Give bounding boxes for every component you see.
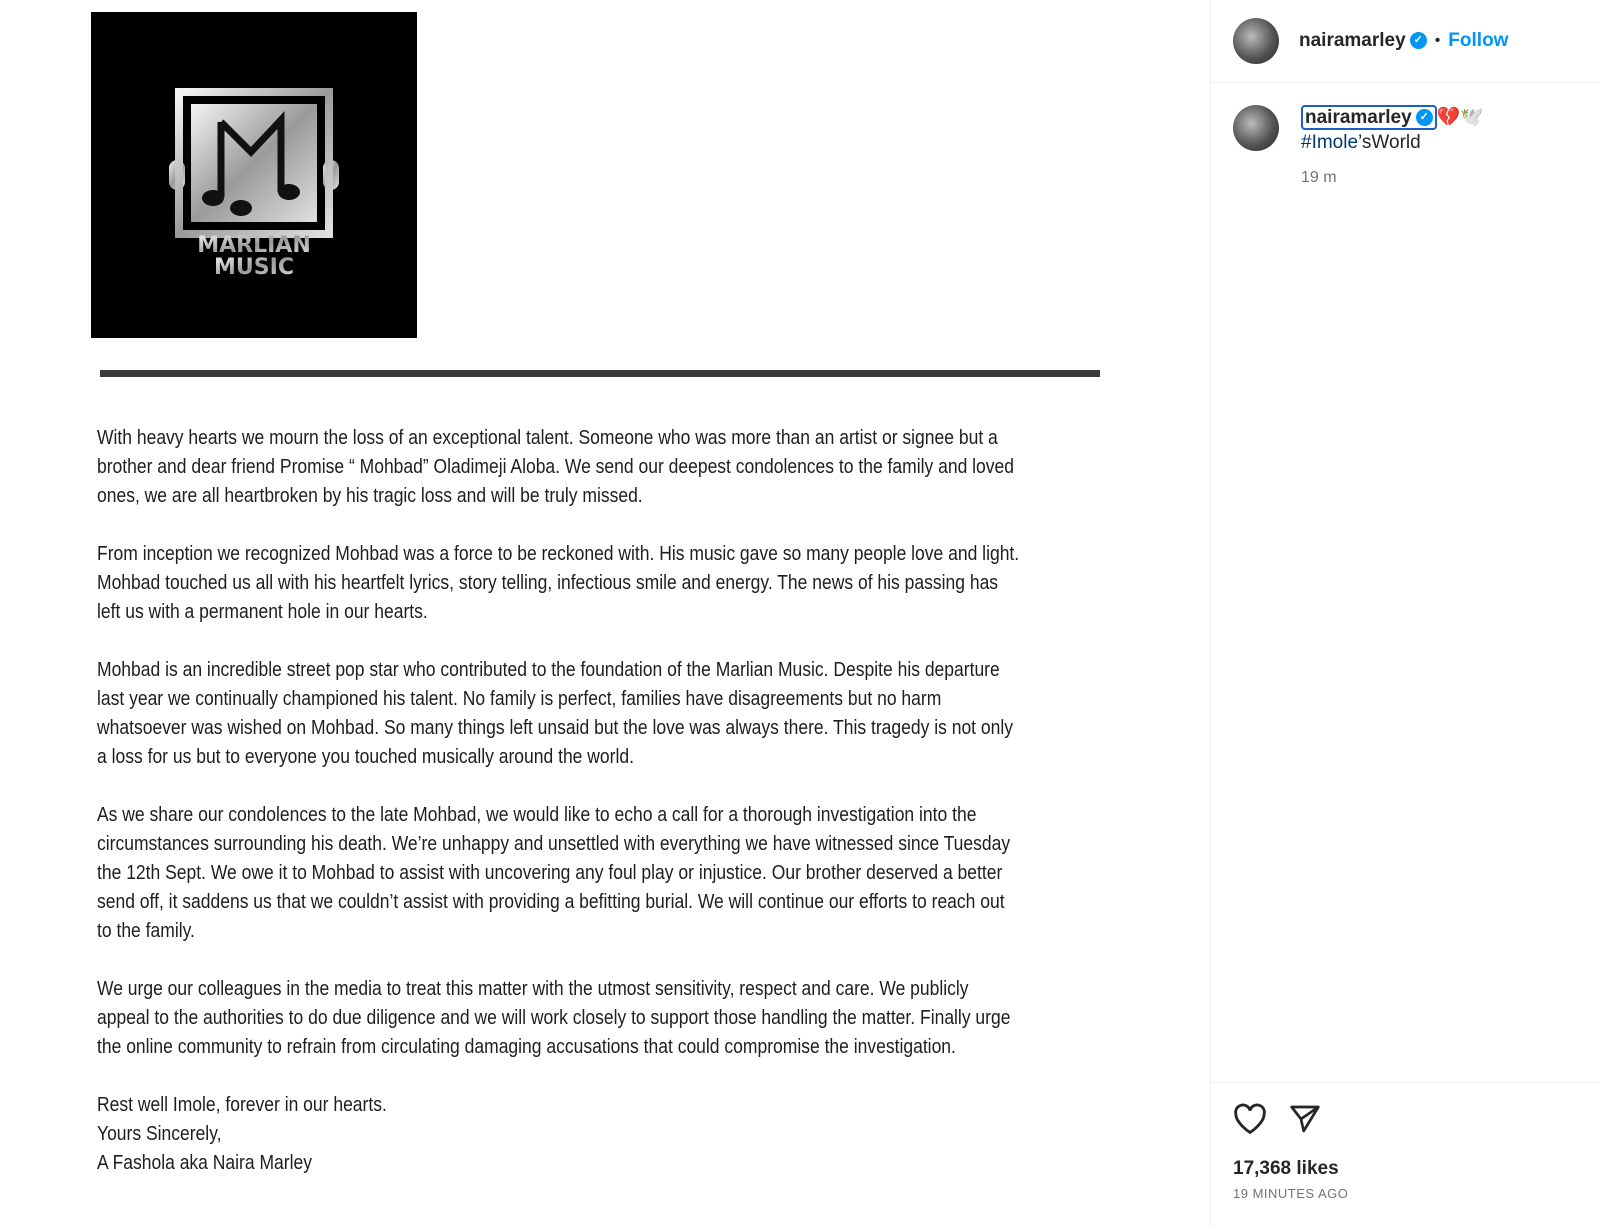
letter-line: whatsoever was wished on Mohbad. So many things left unsaid but the love was always there. This tragedy is not only — [97, 717, 1014, 739]
letter-paragraph — [97, 424, 1103, 511]
hashtag-link[interactable]: #Imole — [1301, 132, 1359, 153]
letter-line: With heavy hearts we mourn the loss of an exceptional talent. Someone who was more than an artist or signee but a — [97, 427, 998, 449]
like-count[interactable]: 17,368 likes — [1233, 1158, 1339, 1179]
letter-paragraph — [97, 1091, 1103, 1178]
letter-line: last year we continually championed his talent. No family is perfect, families have disagreements but no harm — [97, 688, 942, 710]
letter-line: Mohbad touched us all with his heartfelt lyrics, story telling, infectious smile and energy. The news of his passing has — [97, 572, 999, 594]
caption-username-link[interactable] — [1301, 105, 1437, 130]
caption-username[interactable]: nairamarley — [1305, 107, 1412, 128]
marlian-music-logo — [91, 12, 417, 338]
avatar[interactable] — [1233, 18, 1279, 64]
caption — [1233, 105, 1484, 190]
letter-line: Yours Sincerely, — [97, 1123, 222, 1145]
letter-line: As we share our condolences to the late Mohbad, we would like to echo a call for a thorough investigation into the — [97, 804, 977, 826]
caption-text: ’sWorld — [1358, 132, 1421, 153]
caption-time[interactable]: 19 m — [1301, 169, 1337, 186]
post-sidebar — [1210, 0, 1600, 1227]
letter-line: the online community to refrain from circulating damaging accusations that could compromise the investigation. — [97, 1036, 956, 1058]
share-send-icon[interactable] — [1289, 1103, 1321, 1140]
letter-line: Mohbad is an incredible street pop star who contributed to the foundation of the Marlian Music. Despite his departure — [97, 659, 1000, 681]
separator-dot: • — [1434, 32, 1441, 49]
letter-line: appeal to the authorities to do due diligence and we will work closely to support those handling the matter. Finally urge — [97, 1007, 1011, 1029]
verified-badge-icon: ✓ — [1410, 32, 1427, 49]
svg-text:MUSIC: MUSIC — [214, 255, 294, 280]
svg-text:MARLIAN: MARLIAN — [197, 233, 311, 258]
letter-line: brother and dear friend Promise “ Mohbad” Oladimeji Aloba. We send our deepest condolences to the family and loved — [97, 456, 1015, 478]
letter-line: to the family. — [97, 920, 195, 942]
caption-avatar[interactable] — [1233, 105, 1279, 151]
follow-button[interactable]: Follow — [1448, 30, 1509, 51]
letter-line: the 12th Sept. We owe it to Mohbad to assist with uncovering any foul play or injustice. Our brother deserved a better — [97, 862, 1003, 884]
letter-line: Rest well Imole, forever in our hearts. — [97, 1094, 387, 1116]
letter-line: From inception we recognized Mohbad was a force to be reckoned with. His music gave so many people love and light. — [97, 543, 1020, 565]
letter-line: We urge our colleagues in the media to treat this matter with the utmost sensitivity, respect and care. We publicly — [97, 978, 969, 1000]
letter-paragraph — [97, 656, 1103, 772]
like-heart-icon[interactable] — [1233, 1103, 1267, 1140]
letter-line: ones, we are all heartbroken by his tragic loss and will be truly missed. — [97, 485, 643, 507]
post-actions — [1211, 1082, 1600, 1221]
letter-line: circumstances surrounding his death. We’re unhappy and unsettled with everything we have witnessed since Tuesday — [97, 833, 1011, 855]
letter-paragraph — [97, 540, 1103, 627]
username-text[interactable]: nairamarley — [1299, 30, 1406, 51]
letter-line: A Fashola aka Naira Marley — [97, 1152, 312, 1174]
letter-line: send off, it saddens us that we couldn’t assist with providing a befitting burial. We will continue our efforts to reach out — [97, 891, 1005, 913]
letter-paragraph — [97, 801, 1103, 946]
post-header — [1211, 0, 1600, 83]
divider — [100, 370, 1100, 377]
letter-line: left us with a permanent hole in our hearts. — [97, 601, 428, 623]
verified-badge-icon: ✓ — [1416, 109, 1433, 126]
letter-line: a loss for us but to everyone you touched musically around the world. — [97, 746, 634, 768]
username-link[interactable] — [1299, 30, 1427, 52]
caption-emoji: 💔🕊️ — [1436, 107, 1485, 128]
letter-paragraph — [97, 975, 1103, 1062]
statement-letter — [97, 424, 1103, 1207]
post-timestamp: 19 MINUTES AGO — [1233, 1186, 1349, 1201]
